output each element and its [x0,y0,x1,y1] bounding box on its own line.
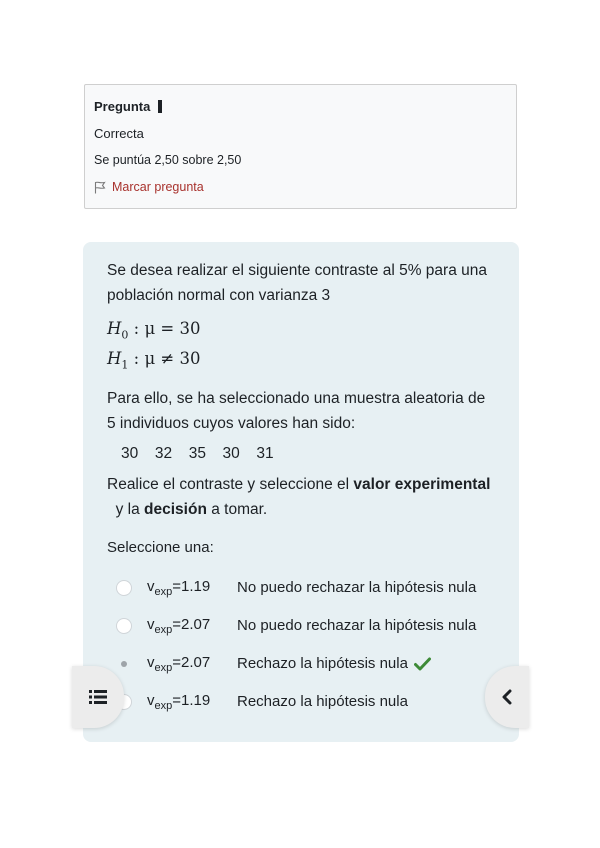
question-info-panel [84,84,517,209]
question-title-label: Pregunta [94,99,151,114]
question-state: Correcta [94,126,144,141]
chevron-left-icon [501,689,513,705]
answer-options [107,569,497,721]
flag-question-label: Marcar pregunta [112,180,204,194]
radio-button[interactable] [116,580,132,596]
sample-values: 30 32 35 30 31 [121,444,274,462]
option-text: No puedo rechazar la hipótesis nula [237,579,477,597]
answer-option[interactable] [107,607,497,645]
option-text: Rechazo la hipótesis nula [237,655,431,672]
option-value: $v_{exp}=1.19$ [147,691,211,712]
question-grade: Se puntúa 2,50 sobre 2,50 [94,153,242,167]
null-hypothesis: $H_0$ : μ = 30 [107,319,201,342]
flag-question-link[interactable] [94,179,507,196]
option-text: Rechazo la hipótesis nula [237,693,408,711]
hypotheses [107,317,497,378]
question-content [83,242,519,742]
radio-button-checked[interactable] [116,656,132,672]
question-title [94,98,507,115]
answer-option-selected[interactable] [107,645,497,683]
task-instruction: Realice el contraste y seleccione el valor experimental y la decisión a tomar. [107,475,491,518]
check-icon [414,657,431,671]
option-value: $v_{exp}=2.07$ [147,653,211,674]
answer-option[interactable] [107,683,497,721]
alternative-hypothesis: $H_1$ : μ ≠ 30 [107,349,201,372]
sample-description: Para ello, se ha seleccionado una muestra aleatoria de 5 individuos cuyos valores han sido: [107,389,486,432]
option-text: No puedo rechazar la hipótesis nula [237,617,477,635]
question-intro: Se desea realizar el siguiente contraste al 5% para una población normal con varianza 3 [107,262,487,304]
radio-button[interactable] [116,618,132,634]
list-icon [89,690,107,704]
flag-icon [94,181,106,194]
option-value: $v_{exp}=1.19$ [147,577,211,598]
answer-option[interactable] [107,569,497,607]
question-number-mark [158,100,162,113]
select-one-label: Seleccione una: [107,538,214,556]
option-value: $v_{exp}=2.07$ [147,615,211,636]
